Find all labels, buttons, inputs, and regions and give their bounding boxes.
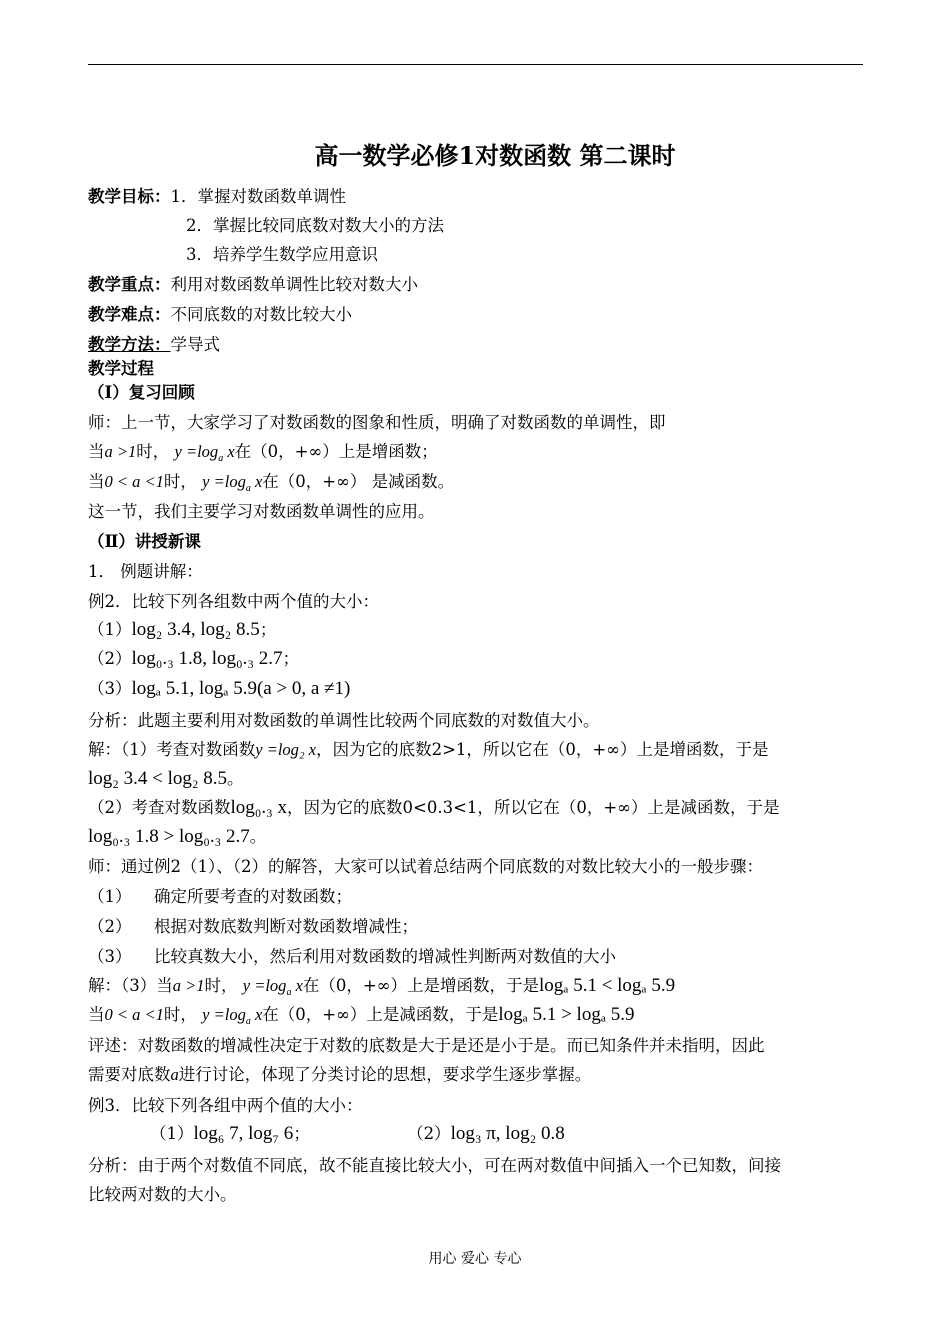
- solution-3-case-1: 解：（3）当a >1时， $y =\log_a$ x在（0，+∞）上是增函数，于是logₐ 5.1 < logₐ 5.9: [88, 975, 676, 998]
- objectives-label: 教学目标：: [88, 187, 171, 206]
- solution-1: 解：（1）考查对数函数y =log₂ x，因为它的底数2>1，所以它在（0，+∞）上是增函数，于是: [88, 740, 769, 759]
- key-point-text: 利用对数函数单调性比较对数大小: [170, 275, 418, 294]
- objectives-line-2: [88, 215, 863, 237]
- comment-line-1: 评述：对数函数的增减性决定于对数的底数是大于是还是小于是。而已知条件并未指明，因此: [88, 1036, 765, 1055]
- objectives-line-3: [88, 244, 863, 266]
- key-point-line: [88, 274, 863, 296]
- solution-2: （2）考查对数函数log₀.₃ x，因为它的底数0<0.3<1，所以它在（0，+∞）上是减函数，于是: [88, 797, 780, 818]
- example-2-q3: （3）logₐ 5.1, logₐ 5.9(a > 0, a ≠1): [88, 678, 351, 699]
- formula: log₀.₃ 1.8 > log₀.₃ 2.7: [88, 826, 250, 847]
- formula: log₀.₃ 1.8, log₀.₃ 2.7: [131, 648, 283, 669]
- process-heading: 教学过程: [88, 359, 154, 378]
- formula: log₆ 7, log₇ 6: [193, 1123, 294, 1144]
- formula: log₃ π, log₂ 0.8: [450, 1123, 565, 1144]
- formula: y =log₂ x: [255, 740, 317, 759]
- analysis-1: 分析：此题主要利用对数函数的单调性比较两个同底数的对数值大小。: [88, 711, 600, 730]
- subsection-examples: 1． 例题讲解：: [88, 562, 203, 581]
- solution-3-case-2: 当0 < a <1时， $y =\log_a$ x在（0，+∞）上是减函数，于是logₐ 5.1 > logₐ 5.9: [88, 1004, 635, 1027]
- difficulty-line: [88, 304, 863, 326]
- method-text: 学导式: [170, 335, 220, 354]
- review-case-1: 当a >1时， $y =\log_a$ x在（0，+∞）上是增函数；: [88, 442, 438, 464]
- example-3-questions: （1）log₆ 7, log₇ 6； （2）log₃ π, log₂ 0.8: [150, 1123, 565, 1144]
- solution-2-result: log₀.₃ 1.8 > log₀.₃ 2.7。: [88, 826, 267, 847]
- formula: log₀.₃ x: [230, 797, 288, 818]
- example-3-intro: 例3．比较下列各组中两个值的大小：: [88, 1096, 363, 1115]
- formula: log₂ 3.4, log₂ 8.5: [131, 619, 260, 640]
- objective-item: 3．培养学生数学应用意识: [186, 245, 378, 264]
- comment-line-2: 需要对底数a进行讨论，体现了分类讨论的思想，要求学生逐步掌握。: [88, 1065, 592, 1084]
- key-point-label: 教学重点：: [88, 275, 171, 294]
- objective-item: 2．掌握比较同底数对数大小的方法: [186, 216, 444, 235]
- header-rule: [88, 64, 863, 65]
- example-2-intro: 例2．比较下列各组数中两个值的大小：: [88, 592, 379, 611]
- review-case-2: 当0 < a <1时， $y =\log_a$ x在（0，+∞） 是减函数。: [88, 472, 455, 494]
- method-label: 教学方法：: [88, 335, 171, 354]
- example-2-q2: （2）log₀.₃ 1.8, log₀.₃ 2.7；: [88, 648, 300, 669]
- formula: logₐ 5.1, logₐ 5.9(a > 0, a ≠1): [131, 678, 351, 699]
- page-footer: 用心 爱心 专心: [428, 1251, 522, 1267]
- example-2-q1: （1）log₂ 3.4, log₂ 8.5；: [88, 619, 277, 640]
- solution-1-result: log₂ 3.4 < log₂ 8.5。: [88, 768, 244, 789]
- method-line: [88, 334, 863, 356]
- review-line-4: 这一节，我们主要学习对数函数单调性的应用。: [88, 502, 435, 521]
- difficulty-label: 教学难点：: [88, 305, 171, 324]
- formula: log₂ 3.4 < log₂ 8.5: [88, 768, 228, 789]
- new-lesson-heading: （Ⅱ）讲授新课: [88, 532, 201, 551]
- formula: logₐ 5.1 > logₐ 5.9: [498, 1004, 635, 1025]
- objective-item: 1．掌握对数函数单调性: [170, 187, 346, 206]
- formula: logₐ 5.1 < logₐ 5.9: [538, 975, 676, 996]
- analysis-2-line-1: 分析：由于两个对数值不同底，故不能直接比较大小，可在两对数值中间插入一个已知数，间接: [88, 1156, 781, 1175]
- step-3: （3） 比较真数大小，然后利用对数函数的增减性判断两对数值的大小: [88, 947, 616, 966]
- review-heading: （I）复习回顾: [88, 383, 195, 402]
- step-2: （2） 根据对数底数判断对数函数增减性；: [88, 917, 418, 936]
- teacher-summary: 师：通过例2（1）、（2）的解答，大家可以试着总结两个同底数的对数比较大小的一般步骤：: [88, 857, 763, 876]
- page-title: 高一数学必修1对数函数 第二课时: [314, 141, 676, 170]
- difficulty-text: 不同底数的对数比较大小: [170, 305, 352, 324]
- objectives-line-1: [88, 186, 863, 208]
- analysis-2-line-2: 比较两对数的大小。: [88, 1185, 237, 1204]
- review-line-1: 师：上一节，大家学习了对数函数的图象和性质，明确了对数函数的单调性，即: [88, 413, 666, 432]
- step-1: （1） 确定所要考查的对数函数；: [88, 887, 352, 906]
